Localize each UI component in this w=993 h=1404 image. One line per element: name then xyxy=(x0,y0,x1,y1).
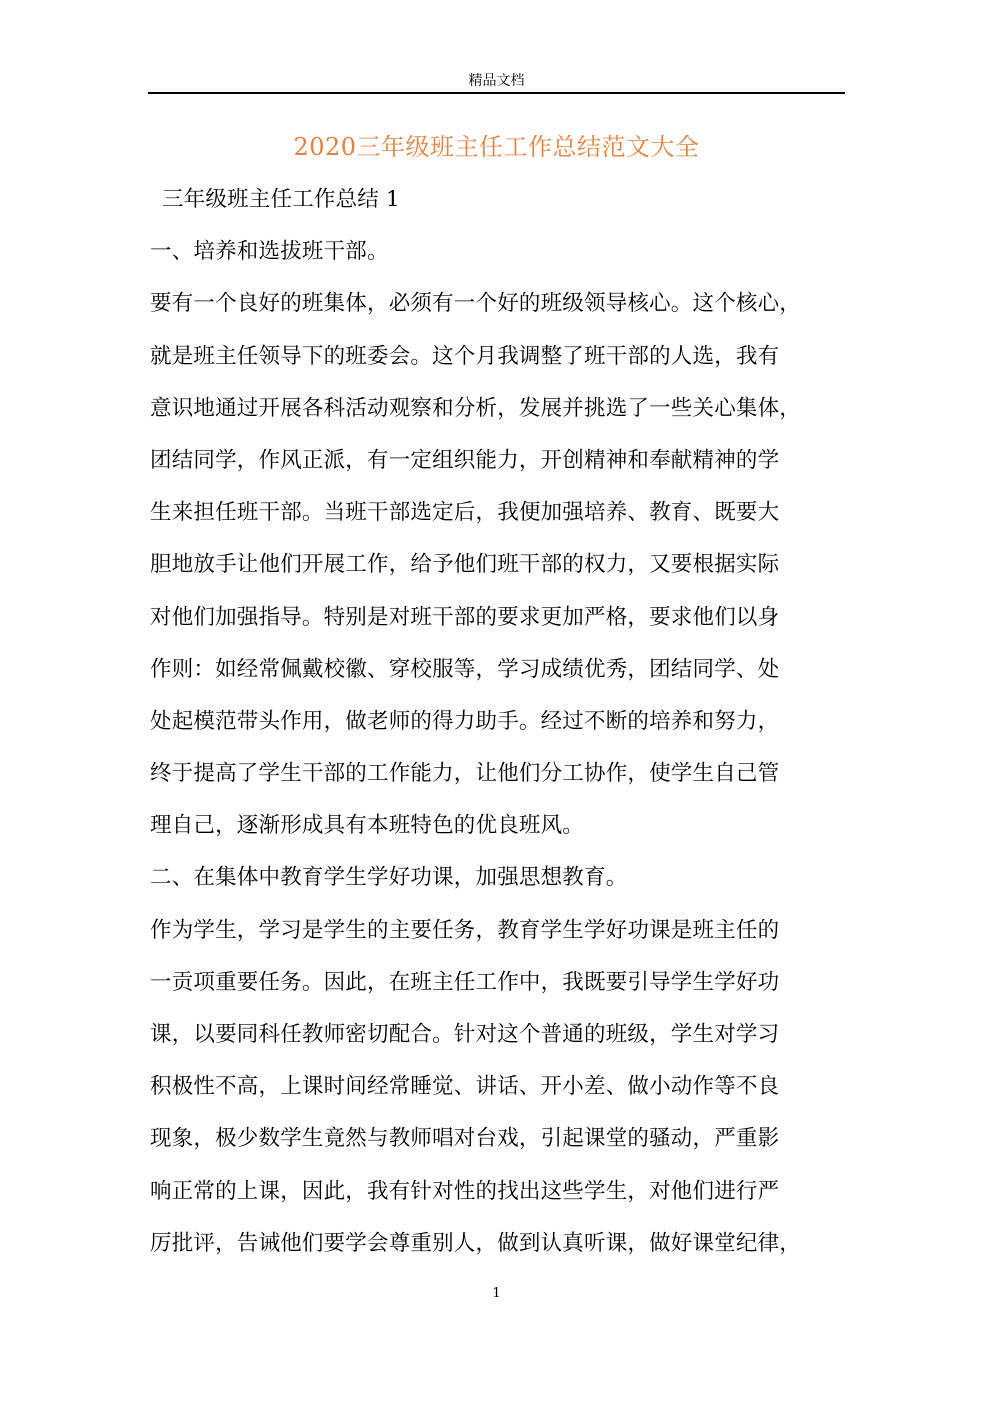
section-heading-1: 一、培养和选拔班干部。 xyxy=(150,239,389,265)
paragraph-line: 终于提高了学生干部的工作能力，让他们分工协作，使学生自己管 xyxy=(150,761,780,787)
paragraph-line: 现象，极少数学生竟然与教师唱对台戏，引起课堂的骚动，严重影 xyxy=(150,1126,780,1152)
section-heading-2: 二、在集体中教育学生学好功课，加强思想教育。 xyxy=(150,865,628,891)
page-number: 1 xyxy=(492,1286,501,1301)
paragraph-line: 要有一个良好的班集体，必须有一个好的班级领导核心。这个核心， xyxy=(150,291,802,317)
paragraph-line: 团结同学，作风正派，有一定组织能力，开创精神和奉献精神的学 xyxy=(150,447,780,473)
page-header-label: 精品文档 xyxy=(468,73,525,89)
paragraph-line: 积极性不高，上课时间经常睡觉、讲话、开小差、做小动作等不良 xyxy=(150,1074,780,1100)
paragraph-line: 胆地放手让他们开展工作，给予他们班干部的权力，又要根据实际 xyxy=(150,552,780,578)
paragraph-line: 一贡项重要任务。因此，在班主任工作中，我既要引导学生学好功 xyxy=(150,969,780,995)
paragraph-line: 处起模范带头作用，做老师的得力助手。经过不断的培养和努力， xyxy=(150,708,780,734)
paragraph-line: 作为学生，学习是学生的主要任务，教育学生学好功课是班主任的 xyxy=(150,917,780,943)
paragraph-line: 对他们加强指导。特别是对班干部的要求更加严格，要求他们以身 xyxy=(150,604,780,630)
paragraph-line: 就是班主任领导下的班委会。这个月我调整了班干部的人选，我有 xyxy=(150,343,780,369)
paragraph-line: 生来担任班干部。当班干部选定后，我便加强培养、教育、既要大 xyxy=(150,500,780,526)
paragraph-line: 意识地通过开展各科活动观察和分析，发展并挑选了一些关心集体， xyxy=(150,395,802,421)
header-divider xyxy=(148,92,845,94)
document-title: 2020三年级班主任工作总结范文大全 xyxy=(293,133,700,161)
document-body xyxy=(150,184,850,1280)
paragraph-line: 课，以要同科任教师密切配合。针对这个普通的班级，学生对学习 xyxy=(150,1022,780,1047)
paragraph-line: 响正常的上课，因此，我有针对性的找出这些学生，对他们进行严 xyxy=(150,1178,780,1204)
paragraph-line: 厉批评，告诫他们要学会尊重别人，做到认真听课，做好课堂纪律， xyxy=(150,1230,802,1256)
paragraph-line: 理自己，逐渐形成具有本班特色的优良班风。 xyxy=(150,813,585,839)
paragraph-line: 作则：如经常佩戴校徽、穿校服等，学习成绩优秀，团结同学、处 xyxy=(150,656,780,682)
section-subtitle: 三年级班主任工作总结 1 xyxy=(162,187,400,212)
